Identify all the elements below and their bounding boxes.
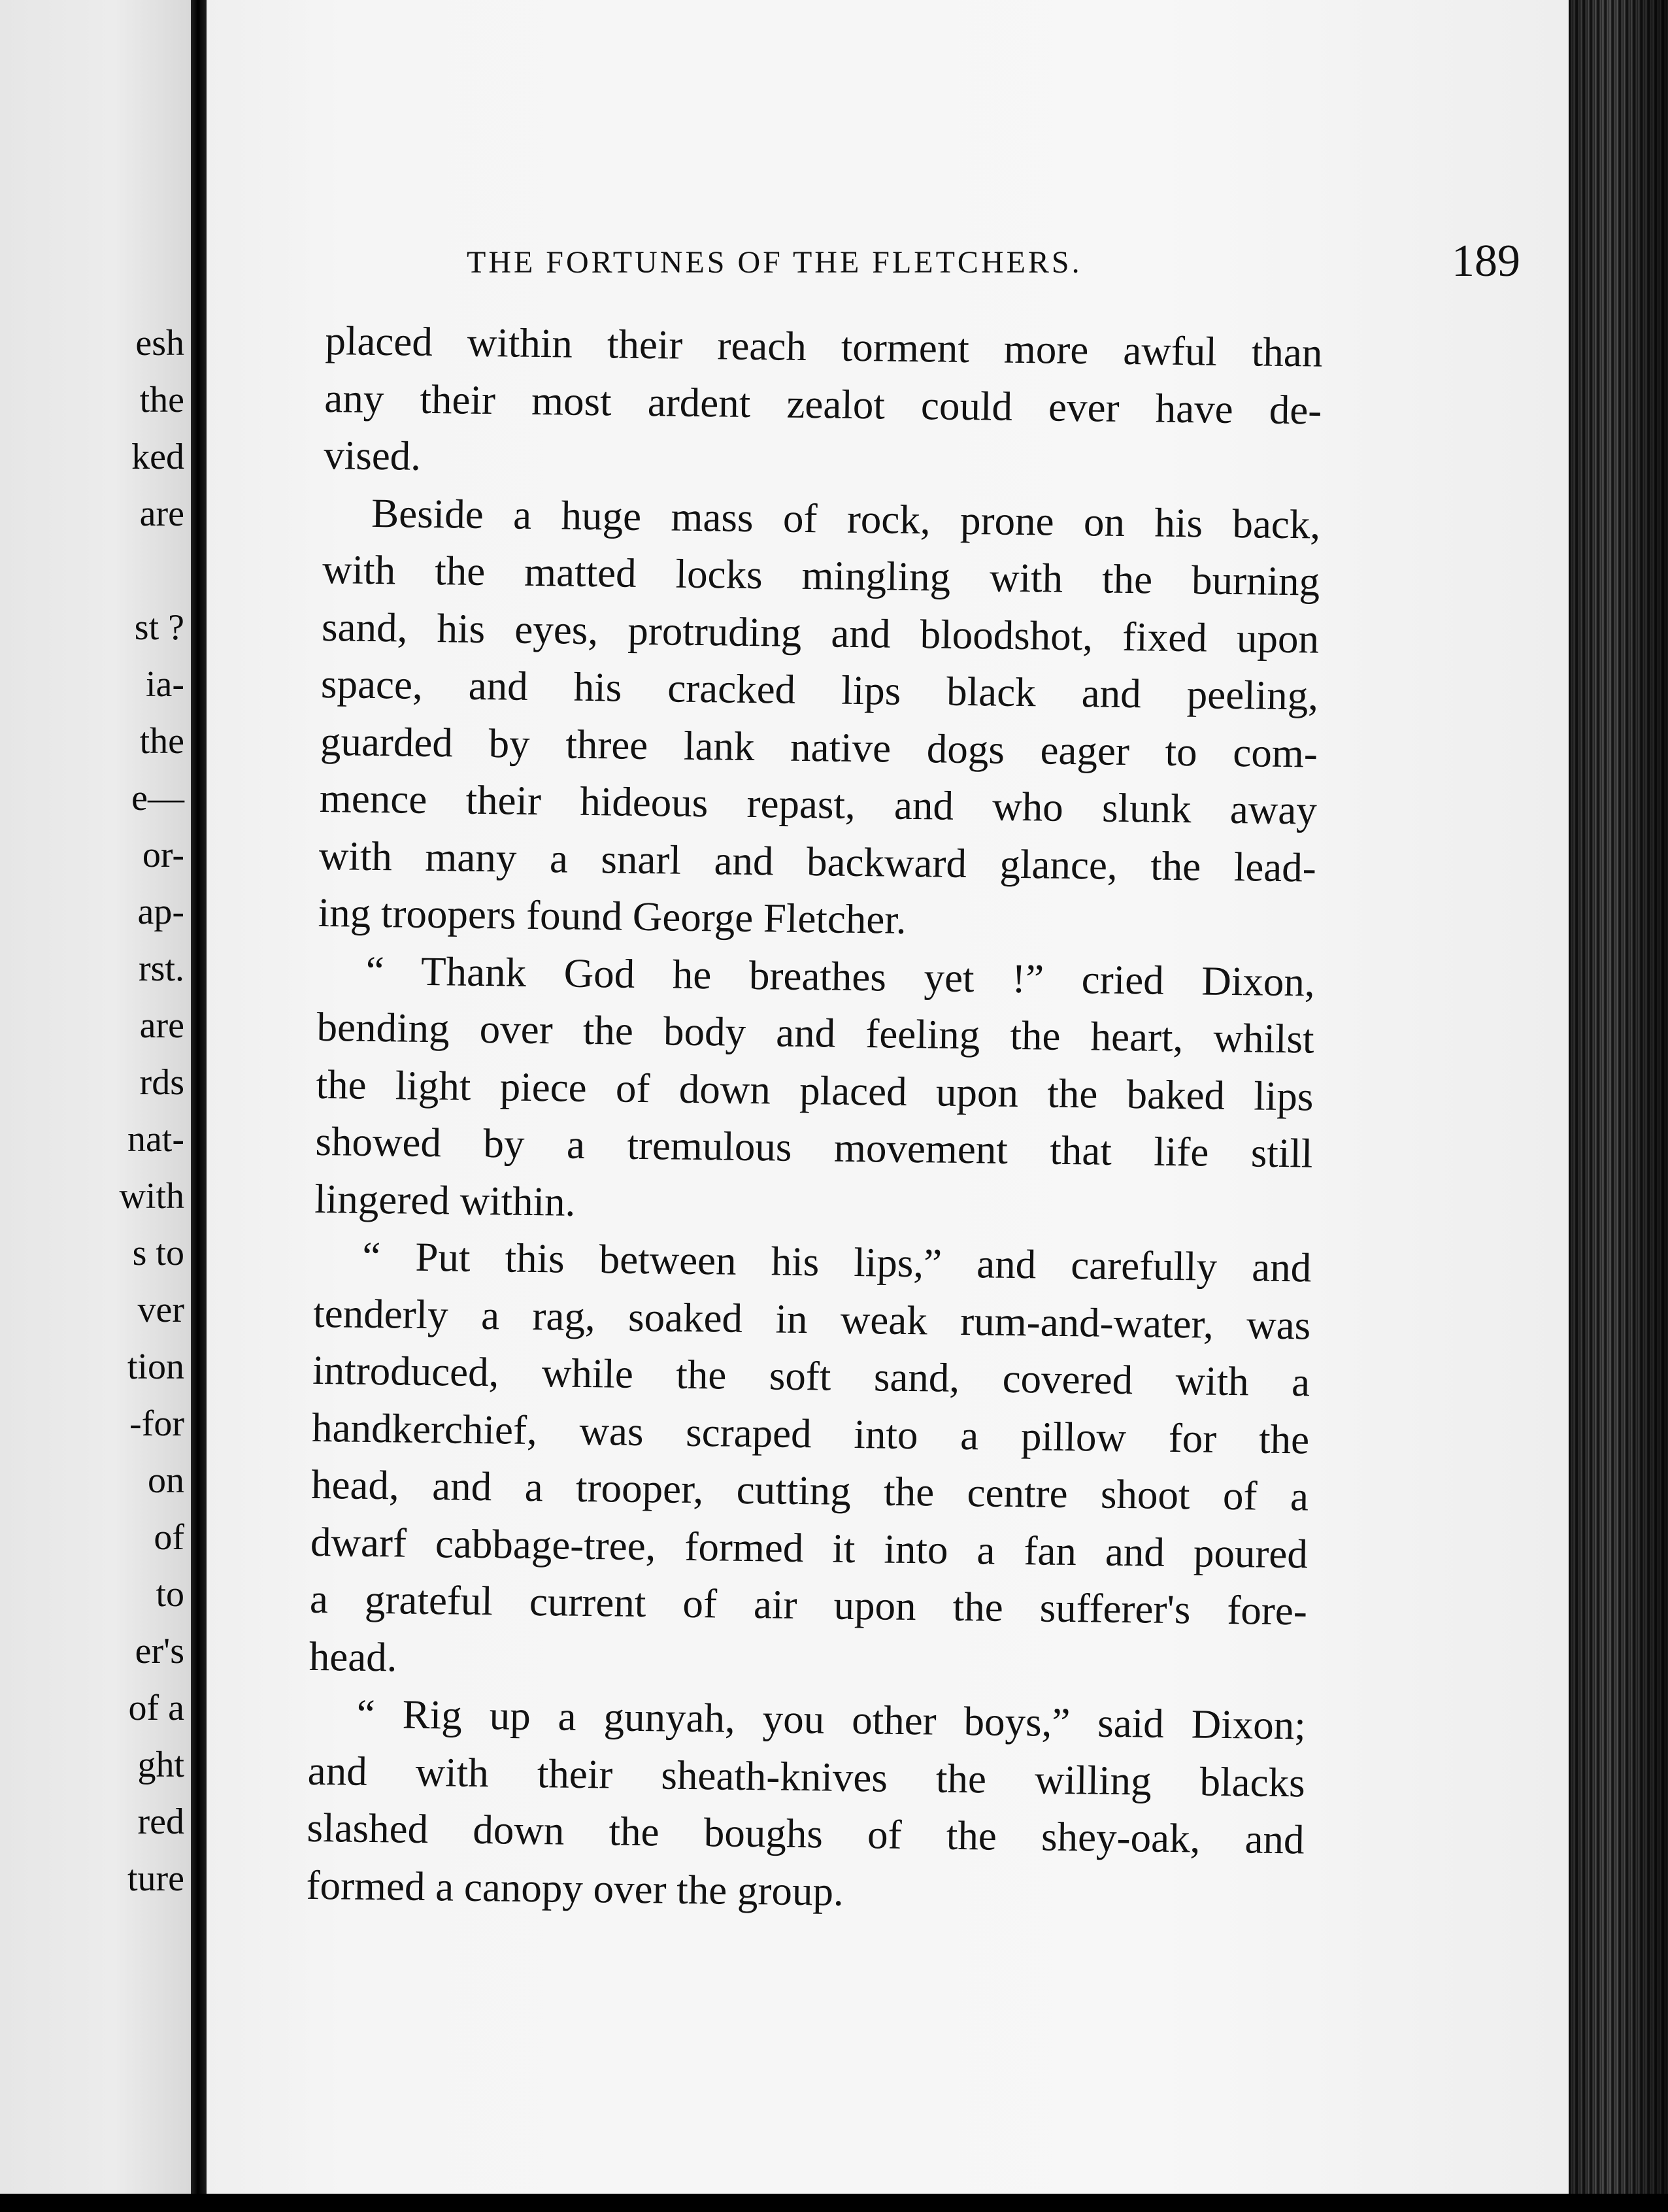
fragment-line: ght: [137, 1745, 184, 1785]
fragment-line: [119, 543, 184, 599]
text-line: space, and his cracked lips black and peeling,: [320, 660, 1319, 719]
text-line: “ Thank God he breathes yet !” cried Dixon,: [365, 947, 1316, 1005]
text-line: handkerchief, was scraped into a pillow for the: [311, 1404, 1310, 1463]
fragment-line: nat-: [127, 1119, 184, 1160]
text-line: and with their sheath-knives the willing blacks: [307, 1747, 1306, 1805]
fragment-line: on: [148, 1460, 184, 1501]
paragraph-5: [306, 1685, 1306, 1926]
text-line: with the matted locks mingling with the burning: [322, 546, 1320, 605]
fragment-line: st ?: [134, 607, 184, 648]
fragment-line: the: [139, 721, 184, 762]
fragment-line: ver: [137, 1290, 184, 1330]
fragment-line: red: [137, 1801, 184, 1842]
fragment-line: esh: [135, 323, 184, 363]
text-line: slashed down the boughs of the shey-oak, and: [307, 1804, 1305, 1863]
fragment-line: rst.: [139, 948, 184, 989]
previous-page-line-endings: [119, 315, 184, 1907]
paragraph-3: [314, 941, 1315, 1239]
fragment-line: rds: [139, 1062, 184, 1103]
text-line: guarded by three lank native dogs eager to com-: [320, 718, 1318, 777]
text-line: mence their hideous repast, and who slunk away: [319, 775, 1318, 833]
fragment-line: with: [119, 1176, 184, 1216]
fragment-line: of a: [128, 1688, 184, 1728]
fragment-line: s to: [132, 1233, 184, 1273]
fragment-line: are: [139, 494, 184, 534]
text-line: a grateful current of air upon the sufferer's fore-: [309, 1575, 1308, 1634]
book-gutter: [191, 0, 207, 2212]
text-line: with many a snarl and backward glance, the lead-: [318, 832, 1317, 891]
text-line: any their most ardent zealot could ever have de-: [324, 375, 1322, 433]
text-line: placed within their reach torment more awful than: [325, 317, 1323, 376]
fragment-line: -for: [129, 1403, 184, 1444]
text-line: introduced, while the soft sand, covered with a: [312, 1347, 1310, 1405]
text-line: Beside a huge mass of rock, prone on his back,: [371, 490, 1321, 548]
text-line: head.: [309, 1633, 397, 1680]
fragment-line: tion: [127, 1347, 184, 1387]
text-line: the light piece of down placed upon the baked lips: [316, 1061, 1314, 1120]
paragraph-4: [309, 1228, 1311, 1698]
fragment-line: ked: [131, 437, 184, 477]
body-text: [306, 312, 1323, 1926]
paragraph-2: [318, 484, 1320, 954]
text-line: tenderly a rag, soaked in weak rum-and-water, was: [312, 1290, 1311, 1349]
fragment-line: are: [139, 1005, 184, 1046]
fragment-line: e—: [131, 778, 184, 818]
text-line: sand, his eyes, protruding and bloodshot, fixed upon: [321, 603, 1320, 662]
text-line: lingered within.: [314, 1175, 576, 1225]
page-number: 189: [1452, 236, 1520, 286]
fragment-line: to: [156, 1574, 184, 1615]
text-line: head, and a trooper, cutting the centre shoot of a: [310, 1461, 1309, 1520]
fragment-line: ture: [127, 1858, 184, 1899]
running-title: THE FORTUNES OF THE FLETCHERS.: [467, 245, 1082, 280]
text-line: showed by a tremulous movement that life still: [315, 1118, 1313, 1177]
fragment-line: ia-: [145, 664, 184, 705]
text-line: “ Put this between his lips,” and carefully and: [361, 1233, 1312, 1291]
fragment-line: er's: [135, 1631, 184, 1671]
text-line: formed a canopy over the group.: [306, 1862, 844, 1915]
text-line: dwarf cabbage-tree, formed it into a fan and poured: [310, 1518, 1309, 1577]
page-edges-shadow: [1569, 0, 1668, 2212]
fragment-line: ap-: [137, 892, 184, 932]
text-line: “ Rig up a gunyah, you other boys,” said Dixon;: [356, 1690, 1307, 1749]
fragment-line: the: [139, 380, 184, 420]
paragraph-1: [324, 312, 1323, 496]
fragment-line: or-: [142, 835, 184, 875]
text-line: bending over the body and feeling the heart, whilst: [316, 1003, 1314, 1062]
book-page: [207, 0, 1569, 2194]
fragment-line: of: [154, 1517, 184, 1558]
text-line: vised.: [323, 431, 422, 479]
page-header: [467, 235, 1520, 294]
text-line: ing troopers found George Fletcher.: [318, 889, 907, 943]
previous-page-edge: [0, 0, 191, 2212]
scan-bottom-border: [0, 2194, 1668, 2212]
